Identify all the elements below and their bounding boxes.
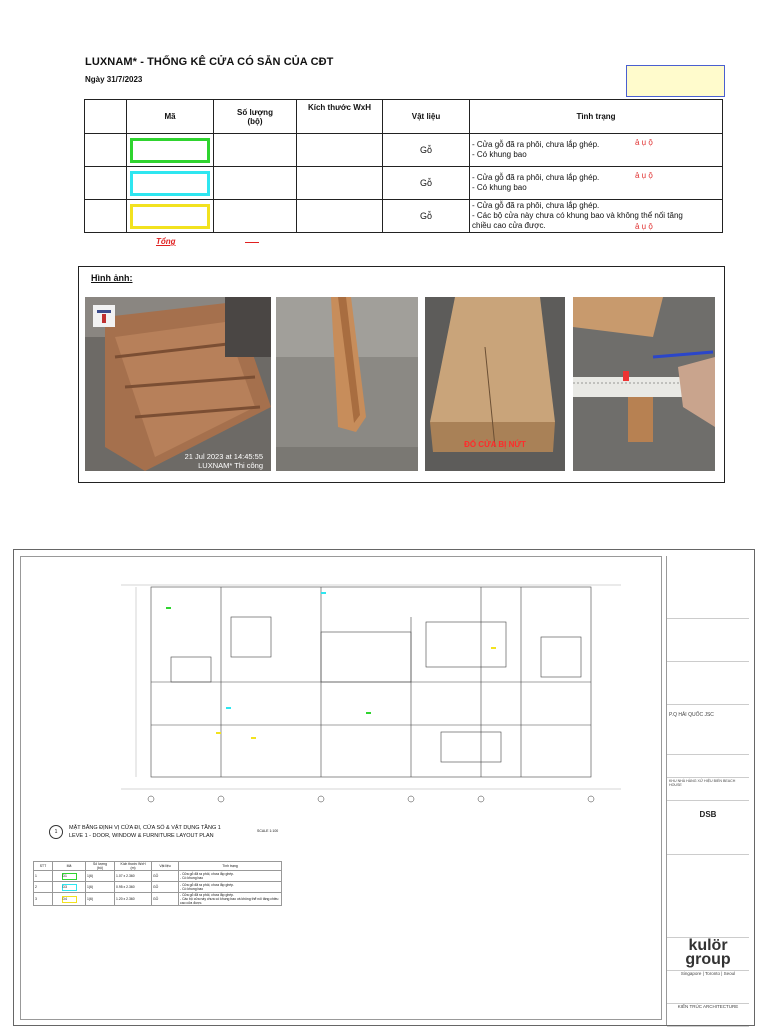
status-cell: - Cửa gỗ đã ra phôi, chưa lắp ghép. - Các bộ cửa này chưa có khung bao và không thể nối tăng chiều cao cửa được. ả ụ ộ xyxy=(470,200,723,233)
header-size: Kích thước WxH xyxy=(297,100,383,134)
header-status: Tình trạng xyxy=(470,100,723,134)
code-swatch-yellow xyxy=(130,204,210,229)
status-cell: - Cửa gỗ đã ra phôi, chưa lắp ghép. - Có khung bao ả ụ ộ xyxy=(470,134,723,167)
table-row xyxy=(85,167,723,200)
status-cell: - Cửa gỗ đã ra phôi, chưa lắp ghép. - Có khung bao ả ụ ộ xyxy=(470,167,723,200)
photos-caption: Hình ảnh: xyxy=(91,273,133,283)
drawing-number: 1 xyxy=(49,825,63,839)
floor-plan-area xyxy=(20,556,662,1020)
document-date: Ngày 31/7/2023 xyxy=(85,75,143,84)
table-row: 2 D3 1(6) 0.95 x 2.360 GỖ - Cửa gỗ đã ra phôi, chưa lắp ghép. - Có khung bao xyxy=(34,882,282,893)
table-row xyxy=(85,200,723,233)
red-annotation: ả ụ ộ xyxy=(635,222,653,231)
architectural-drawing-sheet xyxy=(13,549,755,1026)
header-code: Mã xyxy=(127,100,214,134)
red-annotation: ả ụ ộ xyxy=(635,171,653,180)
contractor-logo: DSB xyxy=(667,801,749,855)
total-value-underline xyxy=(245,242,259,243)
total-label: Tổng xyxy=(156,237,176,246)
drawing-title-en: LEVE 1 - DOOR, WINDOW & FURNITURE LAYOUT PLAN xyxy=(69,833,214,839)
photo-watermark: LUXNAM* Thi công xyxy=(198,461,263,470)
table-header-row xyxy=(85,100,723,134)
drawing-title-block xyxy=(666,556,749,1025)
header-blank xyxy=(85,100,127,134)
table-row xyxy=(85,134,723,167)
code-swatch-green xyxy=(130,138,210,163)
header-quantity: Số lượng (bộ) xyxy=(214,100,297,134)
drawing-title-vi: MẶT BẰNG ĐỊNH VỊ CỬA ĐI, CỬA SỔ & VẬT DỤNG TẦNG 1 xyxy=(69,825,221,831)
code-swatch-cyan xyxy=(130,171,210,196)
photo-stacked-door-panels xyxy=(85,297,271,471)
header-material: Vật liệu xyxy=(383,100,470,134)
table-row: 3 D4 1(6) 1.20 x 2.360 GỖ - Cửa gỗ đã ra phôi, chưa lắp ghép. - Các bộ cửa này chưa có khung bao và không thể nối tăng chiều cao cửa được. xyxy=(34,893,282,906)
client-name: P.Q HẢI QUỐC JSC xyxy=(667,705,749,755)
highlight-note-box xyxy=(626,65,725,97)
table-row: 1 D1 1(6) 1.07 x 2.360 GỖ - Cửa gỗ đã ra phôi, chưa lắp ghép. - Có khung bao xyxy=(34,871,282,882)
drawing-door-table: STT Mã Số lượng (bộ) Kích thước WxH (m) Vật liệu Tình trạng 1 D1 1(6) 1.07 x 2.360 GỖ - Cửa gỗ đã ra phôi, chưa lắp ghép. - Có khung bao 2 D3 1(6) 0.95 x 2.360 GỖ - Cửa gỗ đã ra phôi, chưa lắp ghép. - Có khung bao 3 D4 1(6) 1.20 x 2.360 GỖ - Cửa gỗ đã ra phôi, chưa lắp ghép. - Các bộ cửa này chưa có khung bao và không thể nối tăng chiều cao cửa được. xyxy=(33,861,282,906)
photo-timestamp: 21 Jul 2023 at 14:45:55 xyxy=(184,452,263,461)
material-cell: Gỗ xyxy=(383,167,470,200)
brand-cities: Singapore | Toronto | Seoul xyxy=(667,971,749,1004)
document-title: LUXNAM* - THỐNG KÊ CỬA CÓ SẴN CỦA CĐT xyxy=(85,56,334,68)
red-annotation: ả ụ ộ xyxy=(635,138,653,147)
material-cell: Gỗ xyxy=(383,134,470,167)
project-name: KHU NHÀ HÀNG XỬ HIỆU BIỂN BEACH HOUSE xyxy=(667,778,749,801)
photo-measuring-door xyxy=(573,297,715,471)
material-cell: Gỗ xyxy=(383,200,470,233)
door-inventory-table xyxy=(84,99,723,233)
photo-door-frame-piece xyxy=(276,297,418,471)
crack-label: ĐỐ CỬA BỊ NỨT xyxy=(464,440,526,449)
brand-logo: kulör group xyxy=(667,938,749,971)
photo-cracked-door-piece xyxy=(425,297,565,471)
sheet-footer: KIẾN TRÚC ARCHITECTURE xyxy=(667,1004,749,1027)
drawing-scale: SCALE 1:100 xyxy=(257,829,279,833)
